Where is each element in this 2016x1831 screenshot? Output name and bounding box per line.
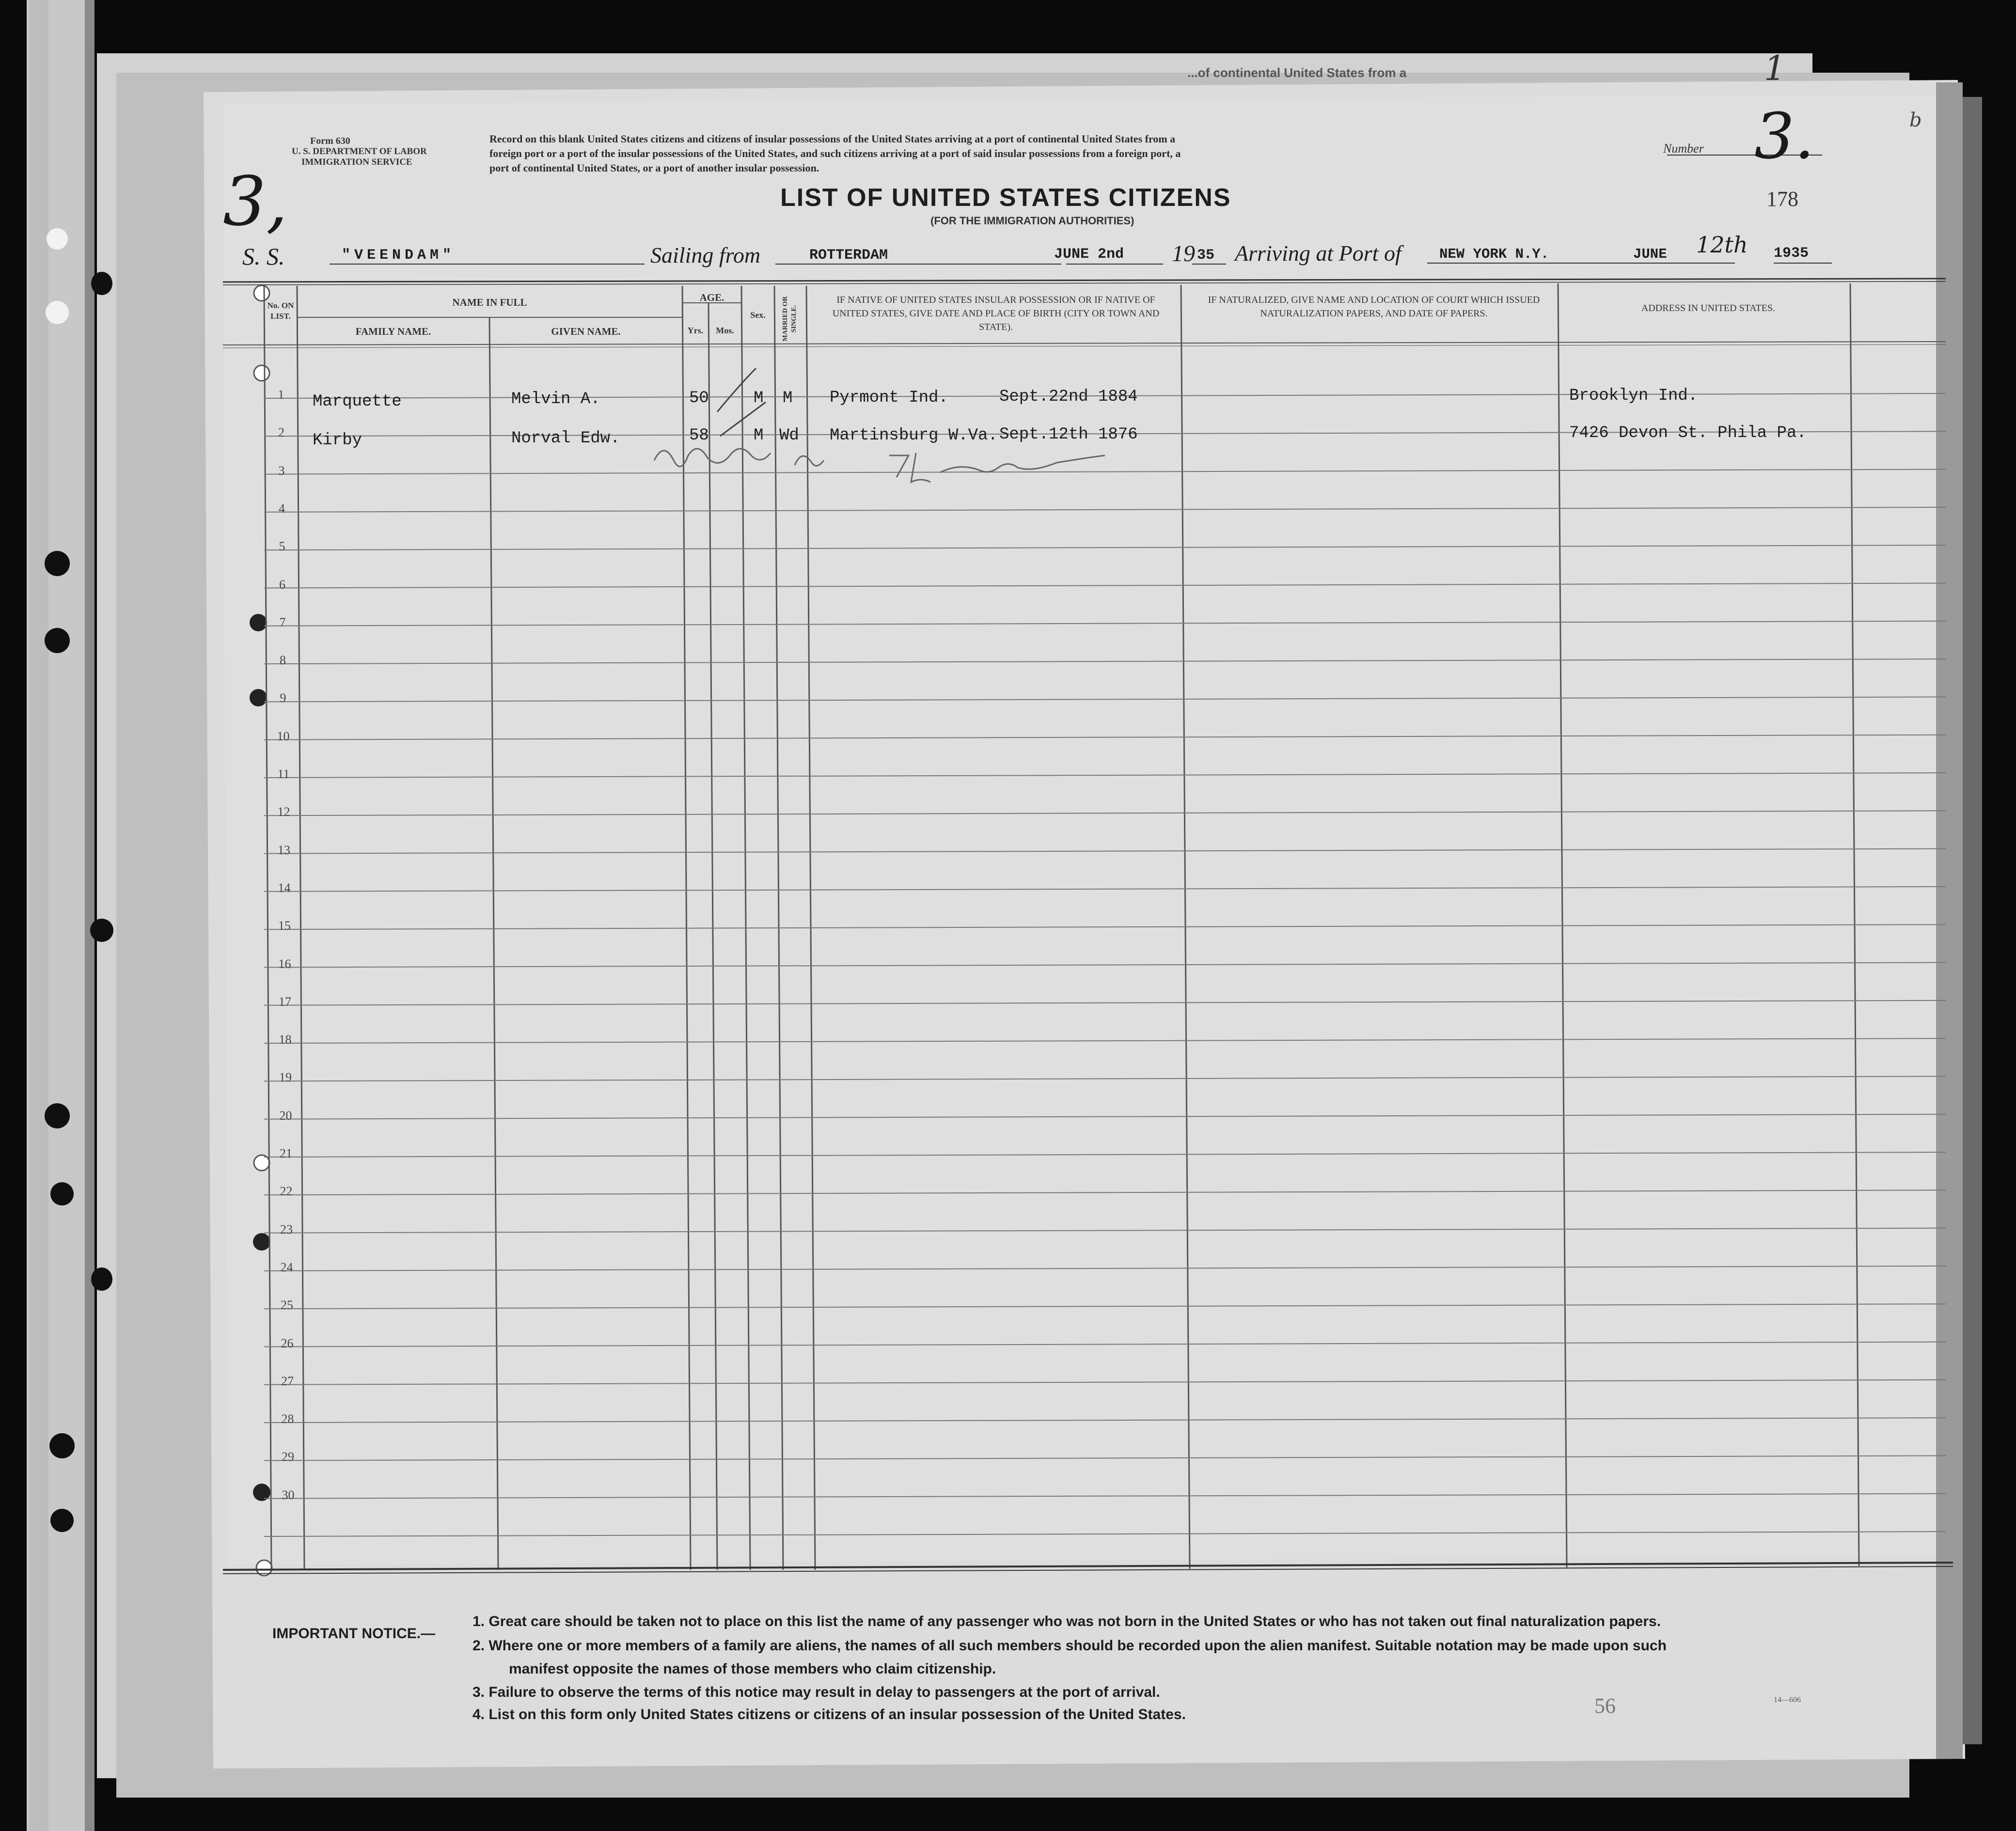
row-number: 1 (278, 388, 284, 402)
row-number: 4 (279, 501, 285, 516)
row-number: 9 (280, 691, 286, 705)
row-number: 7 (279, 615, 286, 629)
instructions-line-2: foreign port or a port of the insular possessions of the United States, and such citizens arriving at a port of said insular possessions from a foreign port, a (489, 147, 1181, 159)
notice-item-2-continued: manifest opposite the names of those members who claim citizenship. (509, 1661, 996, 1677)
instructions-line-3: port of continental United States, or a port of another insular possession. (489, 162, 819, 174)
birth-place-cell: Pyrmont Ind. (830, 389, 948, 407)
row-number: 8 (280, 653, 286, 668)
row-number: 2 (278, 425, 284, 440)
address-cell: Brooklyn Ind. (1569, 387, 1698, 405)
row-number: 19 (279, 1070, 292, 1085)
row-number: 12 (277, 805, 290, 819)
header-married-or-single: MARRIED OR SINGLE. (782, 296, 798, 342)
address-cell: 7426 Devon St. Phila Pa. (1569, 424, 1807, 442)
notice-item-1: 1. Great care should be taken not to place on this list the name of any passenger who was not born in the United States or who has not taken out final naturalization papers. (472, 1613, 1661, 1629)
row-number: 3 (278, 463, 285, 478)
birth-date-cell: Sept.22nd 1884 (999, 388, 1138, 406)
row-number: 11 (277, 767, 290, 781)
arrive-month: JUNE (1633, 246, 1667, 262)
form-number: Form 630 (310, 136, 350, 146)
notice-item-4: 4. List on this form only United States citizens or citizens of an insular possession of the United States. (472, 1706, 1186, 1722)
row-number: 24 (280, 1260, 293, 1274)
form-subtitle: (FOR THE IMMIGRATION AUTHORITIES) (930, 215, 1134, 227)
row-number: 22 (280, 1184, 293, 1199)
family-name-cell: Kirby (313, 431, 362, 450)
row-number: 23 (280, 1222, 293, 1236)
notice-label: IMPORTANT NOTICE.— (272, 1626, 436, 1642)
bottom-page-number: 56 (1594, 1694, 1616, 1718)
age-years-cell: 50 (689, 389, 709, 407)
row-number: 25 (281, 1298, 293, 1313)
married-cell: Wd (779, 426, 799, 445)
row-number: 13 (278, 843, 290, 857)
row-number: 30 (282, 1487, 295, 1502)
sailing-from-label: Sailing from (650, 243, 761, 267)
header-sex: Sex. (750, 310, 766, 320)
row-number: 27 (281, 1374, 294, 1388)
row-number: 5 (279, 539, 285, 554)
header-birth: IF NATIVE OF UNITED STATES INSULAR POSSESSION OR IF NATIVE OF UNITED STATES, GIVE DATE AND PLACE OF BIRTH (CITY OR TOWN AND STATE). (832, 295, 1160, 332)
header-family-name: FAMILY NAME. (355, 326, 431, 337)
age-years-cell: 58 (689, 426, 709, 445)
form-code: 14—606 (1774, 1696, 1801, 1704)
instructions (489, 132, 1181, 175)
family-name-cell: Marquette (313, 392, 402, 411)
row-number: 14 (278, 880, 291, 895)
department-name: U. S. DEPARTMENT OF LABOR (292, 146, 427, 156)
arrive-day: 12th (1696, 232, 1748, 258)
birth-place-cell: Martinsburg W.Va. (830, 426, 998, 445)
row-number: 26 (281, 1336, 294, 1350)
birth-date-cell: Sept.12th 1876 (999, 425, 1138, 444)
year-prefix: 19 (1172, 241, 1195, 266)
row-number: 18 (279, 1033, 292, 1047)
given-name-cell: Norval Edw. (511, 429, 620, 448)
sex-cell: M (754, 426, 764, 445)
row-number: 6 (279, 577, 285, 592)
number-value: 3. (1754, 99, 1815, 173)
header-no-on-list: No. ON LIST. (267, 301, 294, 321)
header-yrs: Yrs. (687, 326, 704, 335)
sex-cell: M (754, 389, 764, 407)
header-mos: Mos. (716, 326, 734, 335)
header-address: ADDRESS IN UNITED STATES. (1641, 303, 1776, 313)
row-number: 10 (277, 729, 290, 743)
row-number: 29 (282, 1450, 294, 1464)
page-stamp: 178 (1766, 187, 1798, 211)
notice-item-2: 2. Where one or more members of a family are aliens, the names of all such members should be recorded upon the alien manifest. Suitable notation may be made upon such (472, 1638, 1667, 1654)
instructions-line-1: Record on this blank United States citizens and citizens of insular possessions of the United States arriving at a port of continental United States from a (489, 133, 1176, 145)
depart-year: 35 (1197, 247, 1215, 264)
row-number: 28 (281, 1412, 294, 1426)
port-from: ROTTERDAM (809, 247, 888, 264)
arrive-year: 1935 (1774, 245, 1809, 262)
depart-date: JUNE 2nd (1054, 246, 1124, 263)
left-margin-mark: 3, (223, 162, 288, 241)
row-number: 16 (278, 956, 291, 971)
row-number: 20 (279, 1108, 292, 1123)
port-to: NEW YORK N.Y. (1439, 246, 1549, 262)
header-age: AGE. (699, 292, 724, 303)
row-number: 15 (278, 919, 291, 933)
arriving-label: Arriving at Port of (1235, 241, 1402, 266)
married-cell: M (783, 389, 793, 407)
header-naturalized: IF NATURALIZED, GIVE NAME AND LOCATION OF COURT WHICH ISSUED NATURALIZATION PAPERS, AND DATE OF PAPERS. (1208, 295, 1540, 319)
side-mark: b (1909, 109, 1922, 131)
notice-item-3: 3. Failure to observe the terms of this notice may result in delay to passengers at the port of arrival. (472, 1684, 1160, 1700)
header-given-name: GIVEN NAME. (551, 326, 621, 337)
row-number: 21 (280, 1146, 292, 1160)
given-name-cell: Melvin A. (511, 390, 600, 408)
header-name-in-full: NAME IN FULL (452, 297, 527, 308)
row-number: 17 (279, 994, 291, 1009)
background-sheet-text: ...of continental United States from a (1187, 65, 1407, 80)
form-title: LIST OF UNITED STATES CITIZENS (780, 184, 1231, 212)
ship-name: "VEENDAM" (342, 247, 456, 264)
ss-label: S. S. (242, 243, 285, 270)
service-name: IMMIGRATION SERVICE (301, 157, 412, 167)
corner-mark: 1 (1764, 48, 1786, 88)
number-label: Number (1663, 141, 1704, 156)
